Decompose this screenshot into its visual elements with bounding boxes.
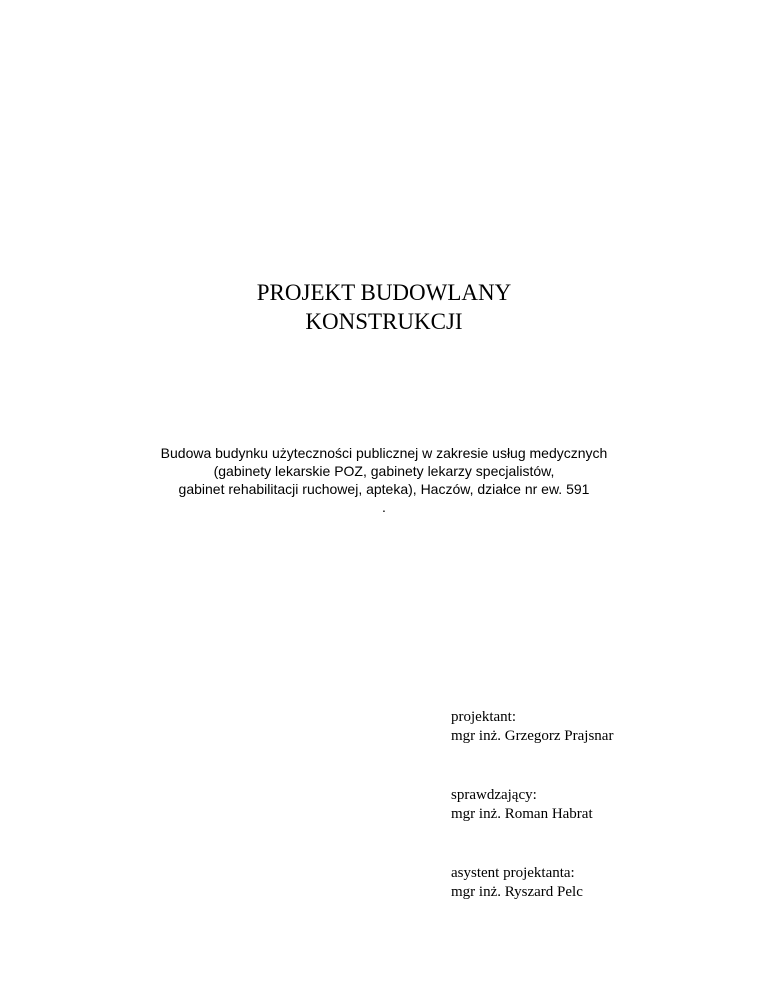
subject-line-1: Budowa budynku użyteczności publicznej w zakresie usług medycznych (160, 445, 608, 461)
subject-line-2: (gabinety lekarskie POZ, gabinety lekarzy specjalistów, (213, 463, 555, 479)
checker-role-label: sprawdzający: (451, 787, 537, 803)
assistant-entry (451, 864, 613, 902)
subject-line-4: . (382, 499, 386, 515)
designer-role-label: projektant: (451, 709, 516, 725)
designer-name: mgr inż. Grzegorz Prajsnar (451, 728, 614, 744)
assistant-name: mgr inż. Ryszard Pelc (451, 884, 583, 900)
designer-entry (451, 708, 613, 746)
document-title (0, 278, 768, 336)
title-line-2: KONSTRUKCJI (305, 309, 463, 334)
project-subject (0, 444, 768, 516)
title-line-1: PROJEKT BUDOWLANY (256, 280, 512, 305)
checker-name: mgr inż. Roman Habrat (451, 806, 593, 822)
assistant-role-label: asystent projektanta: (451, 865, 575, 881)
subject-line-3: gabinet rehabilitacji ruchowej, apteka), Haczów, działce nr ew. 591 (178, 481, 590, 497)
checker-entry (451, 786, 613, 824)
signatories (451, 708, 613, 902)
